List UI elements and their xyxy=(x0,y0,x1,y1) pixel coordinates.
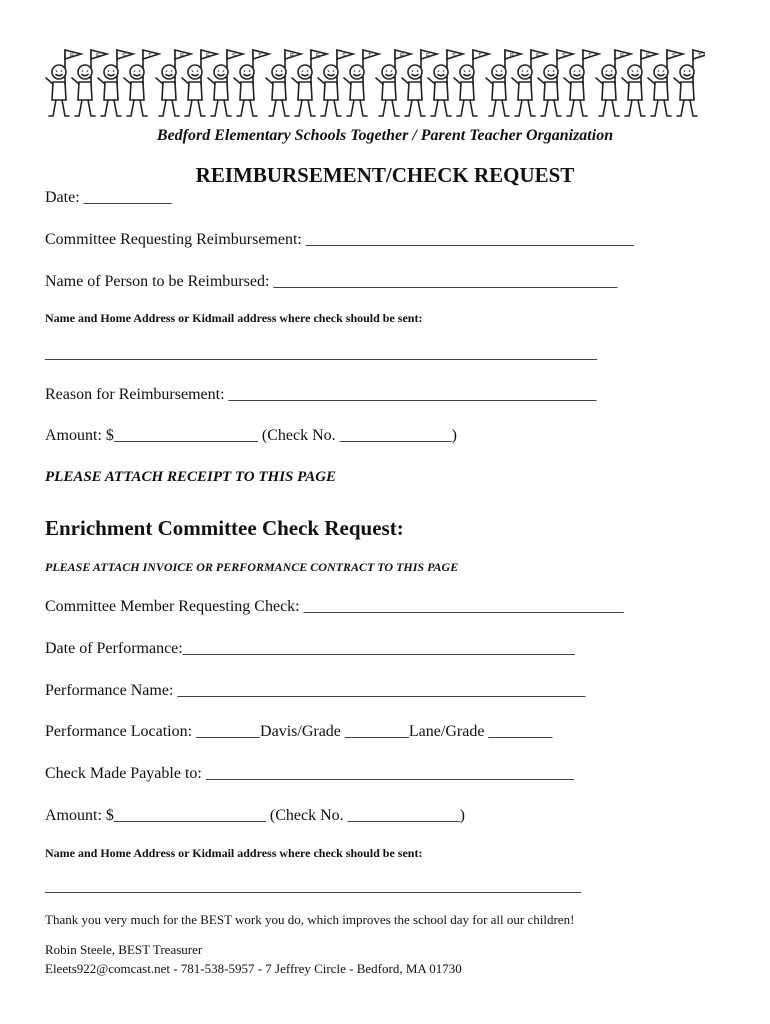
svg-text:T: T xyxy=(478,53,482,60)
thank-you-note: Thank you very much for the BEST work you do, which improves the school day for all our children! xyxy=(45,912,575,927)
committee-requesting-field[interactable]: Committee Requesting Reimbursement: _________________________________________ xyxy=(45,231,634,248)
performance-date-field[interactable]: Date of Performance:_________________________________________________ xyxy=(45,640,575,657)
enrichment-amount-field[interactable]: Amount: $___________________ (Check No. ______________) xyxy=(45,807,465,824)
svg-text:E: E xyxy=(536,53,541,60)
organization-name: Bedford Elementary Schools Together / Parent Teacher Organization xyxy=(156,127,614,144)
reason-field[interactable]: Reason for Reimbursement: ______________________________________________ xyxy=(45,386,597,403)
enrichment-address-field[interactable]: ___________________________________________________________________ xyxy=(45,878,581,895)
svg-text:S: S xyxy=(122,53,127,60)
svg-text:E: E xyxy=(206,53,211,60)
svg-text:B: B xyxy=(620,53,625,60)
attach-invoice-note: PLEASE ATTACH INVOICE OR PERFORMANCE CONTRACT TO THIS PAGE xyxy=(45,560,459,574)
svg-text:T: T xyxy=(588,53,592,60)
svg-text:S: S xyxy=(342,53,347,60)
svg-text:E: E xyxy=(426,53,431,60)
svg-text:S: S xyxy=(672,53,677,60)
payable-to-field[interactable]: Check Made Payable to: ______________________________________________ xyxy=(45,765,574,782)
amount-field[interactable]: Amount: $__________________ (Check No. ______________) xyxy=(45,427,457,444)
svg-text:T: T xyxy=(368,53,372,60)
svg-text:B: B xyxy=(290,53,295,60)
svg-text:E: E xyxy=(316,53,321,60)
address-label: Name and Home Address or Kidmail address where check should be sent: xyxy=(45,311,423,325)
svg-text:S: S xyxy=(562,53,567,60)
page-title: REIMBURSEMENT/CHECK REQUEST xyxy=(195,163,575,187)
svg-text:S: S xyxy=(452,53,457,60)
enrichment-address-label: Name and Home Address or Kidmail address where check should be sent: xyxy=(45,846,423,860)
performance-location-field[interactable]: Performance Location: ________Davis/Grade ________Lane/Grade ________ xyxy=(45,723,553,740)
date-field[interactable]: Date: ___________ xyxy=(45,189,172,206)
attach-receipt-note: PLEASE ATTACH RECEIPT TO THIS PAGE xyxy=(45,469,337,485)
person-reimbursed-field[interactable]: Name of Person to be Reimbursed: ___________________________________________ xyxy=(45,273,618,290)
svg-text:B: B xyxy=(70,53,75,60)
address-field[interactable]: _____________________________________________________________________ xyxy=(45,345,597,362)
performance-name-field[interactable]: Performance Name: ___________________________________________________ xyxy=(45,682,586,699)
svg-text:T: T xyxy=(698,53,702,60)
svg-text:B: B xyxy=(510,53,515,60)
svg-text:T: T xyxy=(148,53,152,60)
treasurer-name: Robin Steele, BEST Treasurer xyxy=(45,942,203,957)
committee-member-field[interactable]: Committee Member Requesting Check: ________________________________________ xyxy=(45,598,624,615)
treasurer-contact: Eleets922@comcast.net - 781-538-5957 - 7 Jeffrey Circle - Bedford, MA 01730 xyxy=(45,961,462,976)
svg-text:E: E xyxy=(96,53,101,60)
svg-text:S: S xyxy=(232,53,237,60)
svg-text:B: B xyxy=(180,53,185,60)
enrichment-heading: Enrichment Committee Check Request: xyxy=(45,516,404,540)
svg-text:B: B xyxy=(400,53,405,60)
svg-text:T: T xyxy=(258,53,262,60)
svg-text:E: E xyxy=(646,53,651,60)
best-children-banner-icon xyxy=(45,42,705,120)
